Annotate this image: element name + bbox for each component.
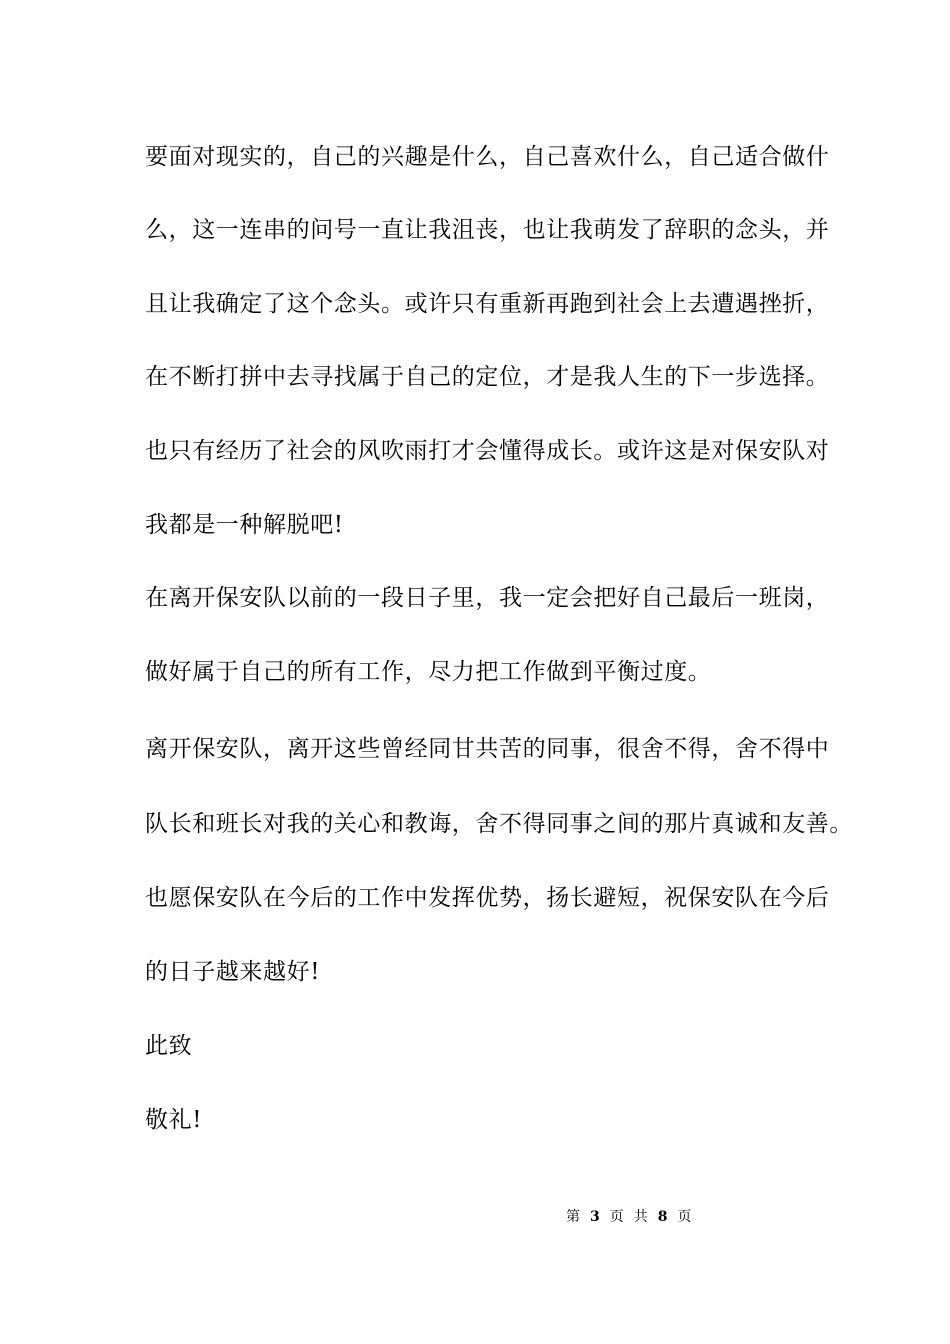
current-page-number: 3 bbox=[590, 1209, 600, 1225]
text-line: 要面对现实的，自己的兴趣是什么，自己喜欢什么，自己适合做什 bbox=[145, 144, 830, 170]
text-line: 也愿保安队在今后的工作中发挥优势，扬长避短，祝保安队在今后 bbox=[145, 885, 830, 911]
footer-label-ye: 页 bbox=[609, 1209, 624, 1225]
footer-label-di: 第 bbox=[566, 1209, 580, 1225]
text-line: 么，这一连串的问号一直让我沮丧，也让我萌发了辞职的念头，并 bbox=[145, 217, 830, 243]
text-line: 的日子越来越好! bbox=[145, 959, 321, 985]
total-pages-number: 8 bbox=[657, 1209, 668, 1225]
text-line: 且让我确定了这个念头。或许只有重新再跑到社会上去遭遇挫折， bbox=[145, 291, 830, 317]
text-line: 离开保安队，离开这些曾经同甘共苦的同事，很舍不得，舍不得中 bbox=[145, 736, 830, 762]
text-line: 在不断打拼中去寻找属于自己的定位，才是我人生的下一步选择。 bbox=[145, 364, 830, 390]
text-line: 做好属于自己的所有工作，尽力把工作做到平衡过度。 bbox=[145, 659, 712, 685]
text-line: 我都是一种解脱吧! bbox=[145, 512, 344, 538]
footer-label-gong: 共 bbox=[633, 1209, 648, 1225]
text-line: 在离开保安队以前的一段日子里，我一定会把好自己最后一班岗， bbox=[145, 585, 830, 611]
text-line: 队长和班长对我的关心和教诲，舍不得同事之间的那片真诚和友善。 bbox=[145, 811, 853, 837]
closing-regards: 敬礼! bbox=[145, 1107, 203, 1133]
text-line: 也只有经历了社会的风吹雨打才会懂得成长。或许这是对保安队对 bbox=[145, 438, 830, 464]
footer-label-ye-end: 页 bbox=[677, 1209, 692, 1225]
page-footer bbox=[566, 1208, 702, 1226]
closing-salutation: 此致 bbox=[145, 1033, 193, 1059]
